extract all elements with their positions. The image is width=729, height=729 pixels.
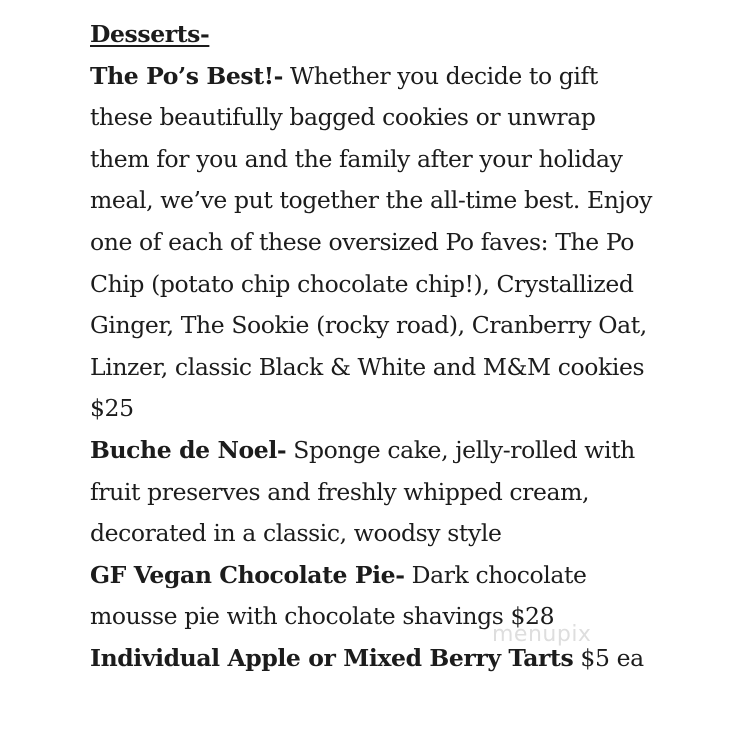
menu-item-price: $25: [90, 394, 134, 423]
menu-item-description: Ginger, The Sookie (rocky road), Cranberry Oat,: [90, 311, 647, 340]
section-title: Desserts-: [90, 20, 210, 48]
menu-item-description: meal, we’ve put together the all-time best. Enjoy: [90, 186, 652, 215]
menu-item-name: The Po’s Best!-: [90, 61, 283, 90]
menu-item-name: Buche de Noel-: [90, 435, 287, 464]
menu-item-description: fruit preserves and freshly whipped cream,: [90, 477, 590, 506]
menu-text: [90, 14, 729, 680]
menu-item-name-line: [90, 56, 729, 98]
menu-item-description: Linzer, classic Black & White and M&M cookies: [90, 352, 645, 381]
menu-item-name: Individual Apple or Mixed Berry Tarts: [90, 643, 574, 672]
menu-item-name-line: [90, 430, 729, 472]
menu-item-description: them for you and the family after your holiday: [90, 144, 623, 173]
menu-item-description: Chip (potato chip chocolate chip!), Crystallized: [90, 269, 634, 298]
menu-item-name: GF Vegan Chocolate Pie-: [90, 560, 405, 589]
menu-item-name-line: [90, 638, 729, 680]
menu-item-description: mousse pie with chocolate shavings $28: [90, 602, 555, 631]
menu-item-price: $5 ea: [573, 643, 644, 672]
menu-item-description: decorated in a classic, woodsy style: [90, 519, 502, 548]
section-title-line: [90, 14, 729, 56]
menu-item-description: Dark chocolate: [404, 560, 587, 589]
menu-item-description: one of each of these oversized Po faves: The Po: [90, 227, 635, 256]
menu-item-description: these beautifully bagged cookies or unwrap: [90, 103, 596, 132]
menu-item-description: Sponge cake, jelly-rolled with: [286, 435, 635, 464]
menu-item-name-line: [90, 555, 729, 597]
watermark: menupix: [492, 622, 592, 647]
menu-item-description: Whether you decide to gift: [282, 61, 598, 90]
